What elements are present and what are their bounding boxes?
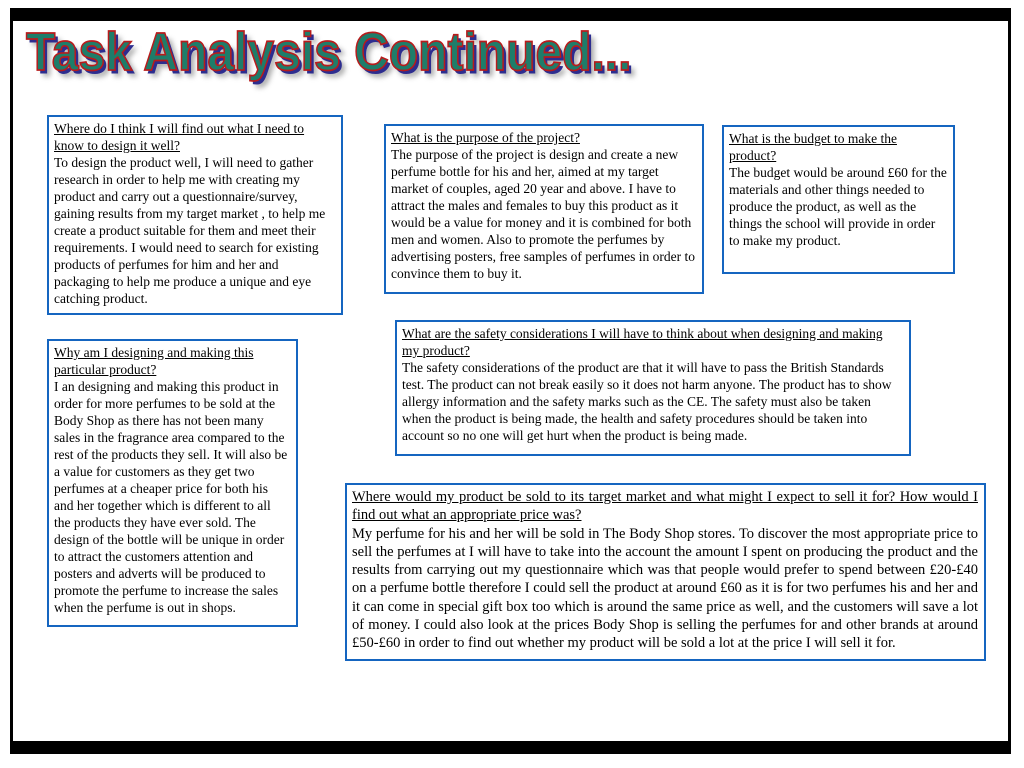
answer-budget: The budget would be around £60 for the materials and other things needed to produce the product, as well as the things the school will provide in order to make my product. (729, 165, 947, 248)
textbox-budget (722, 125, 955, 274)
textbox-research-sources (47, 115, 343, 315)
question-selling-price: Where would my product be sold to its target market and what might I expect to sell it for? How would I find out what an appropriate price was? (352, 489, 978, 524)
answer-project-purpose: The purpose of the project is design and create a new perfume bottle for his and her, aimed at my target market of couples, aged 20 year and above. I have to attract the males and females to buy this product as it would be a value for money and it is combined for both men and women. Also to promote the perfumes by advertising posters, free samples of perfumes in order to convince them to buy it. (391, 147, 696, 281)
question-project-purpose: What is the purpose of the project? (391, 130, 580, 145)
question-budget: What is the budget to make the product? (729, 131, 897, 163)
textbox-why-designing (47, 339, 298, 627)
textbox-project-purpose (384, 124, 704, 294)
textbox-safety-considerations (395, 320, 911, 456)
answer-selling-price: My perfume for his and her will be sold in The Body Shop stores. To discover the most appropriate price to sell the perfumes at I will have to take into the account the amount I spent on producing the product and the results from carrying out my questionnaire which was that people would prefer to spend between £20-£40 on a perfume bottle therefore I could sell the product at around £60 as it is for two perfumes his and her and it can come in special gift box too which is around the same price as well, and the customers will save a lot of money. I could also look at the prices Body Shop is selling the perfumes for and other brands at around £50-£60 in order to find out whether my product will be sold a lot at the price I will sell it for. (352, 525, 978, 652)
slide-title: Task Analysis Continued... (26, 22, 632, 83)
question-why-designing: Why am I designing and making this particular product? (54, 345, 254, 377)
answer-research-sources: To design the product well, I will need to gather research in order to help me with creating my product and carry out a questionnaire/survey, gaining results from my target market , to help me create a product suitable for them and meet their requirements. I would need to search for existing products of perfumes for him and her and packaging to help me produce a unique and eye catching product. (54, 155, 326, 306)
answer-safety-considerations: The safety considerations of the product are that it will have to pass the British Standards test. The product can not break easily so it does not harm anyone. The product has to show allergy information and the safety marks such as the CE. The safety must also be taken when the product is being made, the health and safety procedures should be taken into account so no one will get hurt when the product is being made. (402, 360, 892, 443)
question-research-sources: Where do I think I will find out what I need to know to design it well? (54, 121, 305, 153)
question-safety-considerations: What are the safety considerations I will have to think about when designing and making my product? (402, 326, 883, 358)
answer-why-designing: I an designing and making this product in order for more perfumes to be sold at the Body Shop as there has not been many sales in the fragrance area compared to the rest of the products they sell. It will also be a value for customers as they get two perfumes at a cheaper price for both his and her together which is different to all the products they have ever sold. The design of the bottle will be unique in order to attract the customers attention and posters and adverts will be produced to promote the perfume to increase the sales when the perfume is out in shops. (54, 379, 288, 615)
textbox-selling-price (345, 483, 986, 661)
